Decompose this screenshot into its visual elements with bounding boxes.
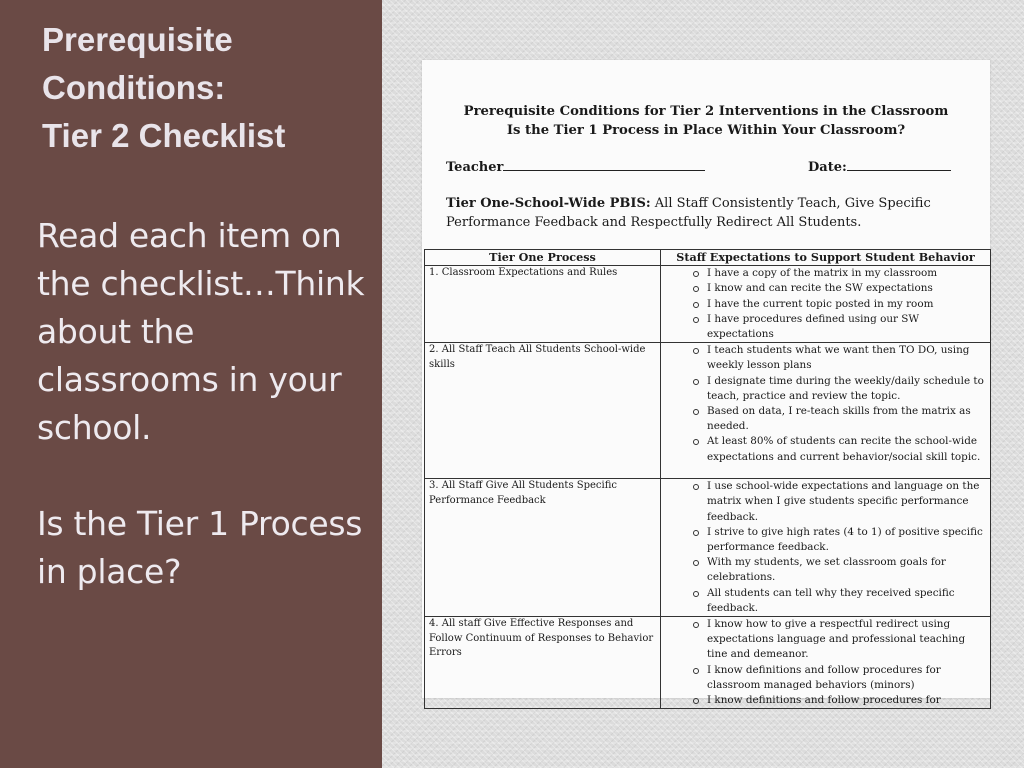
date-field (808, 158, 951, 175)
slide-title-line: Conditions: (42, 69, 226, 106)
table-row (425, 617, 991, 709)
teacher-field (446, 158, 705, 175)
table-row (425, 343, 991, 479)
expectation-item: I have the current topic posted in my room (707, 297, 987, 312)
checklist-table (424, 249, 991, 709)
tier-label: Tier One-School-Wide PBIS: (446, 196, 651, 211)
body-paragraph: Read each item on the checklist…Think about the classrooms in your school. (37, 216, 365, 447)
expectation-item: All students can tell why they received specific feedback. (707, 586, 987, 616)
expectations-cell (661, 343, 991, 479)
date-blank-line (847, 158, 951, 171)
teacher-blank-line (503, 158, 705, 171)
expectation-item: I know definitions and follow procedures for classroom managed behaviors (minors) (707, 663, 987, 693)
expectation-item: I have a copy of the matrix in my classroom (707, 266, 987, 281)
table-header-row (425, 250, 991, 266)
expectation-item: I know and can recite the SW expectations (707, 281, 987, 296)
expectations-cell (661, 266, 991, 343)
table-row (425, 479, 991, 617)
expectation-item: I use school-wide expectations and language on the matrix when I give students specific performance feedback. (707, 479, 987, 525)
expectation-item: With my students, we set classroom goals for celebrations. (707, 555, 987, 585)
expectation-item: I strive to give high rates (4 to 1) of positive specific performance feedback. (707, 525, 987, 555)
expectations-list (665, 479, 987, 616)
document-heading-line: Is the Tier 1 Process in Place Within Your Classroom? (506, 123, 906, 138)
process-cell: 3. All Staff Give All Students Specific Performance Feedback (425, 479, 661, 617)
process-cell: 4. All staff Give Effective Responses and Follow Continuum of Responses to Behavior Errors (425, 617, 661, 709)
expectation-item: I know definitions and follow procedures for (707, 693, 987, 708)
body-paragraph: Is the Tier 1 Process in place? (37, 504, 363, 591)
title-panel (0, 0, 382, 768)
column-header: Tier One Process (425, 250, 661, 266)
tier-description (446, 194, 966, 232)
expectations-cell (661, 617, 991, 709)
expectation-item: Based on data, I re-teach skills from the matrix as needed. (707, 404, 987, 434)
expectation-item: I have procedures defined using our SW expectations (707, 312, 987, 342)
expectation-item: At least 80% of students can recite the school-wide expectations and current behavior/social skill topic. (707, 434, 987, 464)
column-header: Staff Expectations to Support Student Behavior (661, 250, 991, 266)
teacher-label: Teacher (446, 160, 504, 175)
tier-text: All Staff Consistently Teach, Give Specific Performance Feedback and Respectfully Redirect All Students. (446, 196, 931, 230)
slide-body (37, 212, 372, 596)
expectations-list (665, 343, 987, 465)
expectations-cell (661, 479, 991, 617)
table-row (425, 266, 991, 343)
slide-title-line: Tier 2 Checklist (42, 117, 286, 154)
expectations-list (665, 266, 987, 342)
checklist-document-image (422, 60, 990, 707)
process-cell: 2. All Staff Teach All Students School-wide skills (425, 343, 661, 479)
expectation-item: I teach students what we want then TO DO, using weekly lesson plans (707, 343, 987, 373)
slide-title (42, 16, 372, 160)
document-heading-line: Prerequisite Conditions for Tier 2 Interventions in the Classroom (463, 104, 949, 119)
form-fields (446, 158, 966, 178)
date-label: Date: (808, 160, 847, 175)
process-cell: 1. Classroom Expectations and Rules (425, 266, 661, 343)
slide-title-line: Prerequisite (42, 21, 233, 58)
expectation-item: I know how to give a respectful redirect using expectations language and professional teaching tine and demeanor. (707, 617, 987, 663)
expectation-item: I designate time during the weekly/daily schedule to teach, practice and review the topic. (707, 374, 987, 404)
expectations-list (665, 617, 987, 708)
document-heading (422, 102, 990, 140)
